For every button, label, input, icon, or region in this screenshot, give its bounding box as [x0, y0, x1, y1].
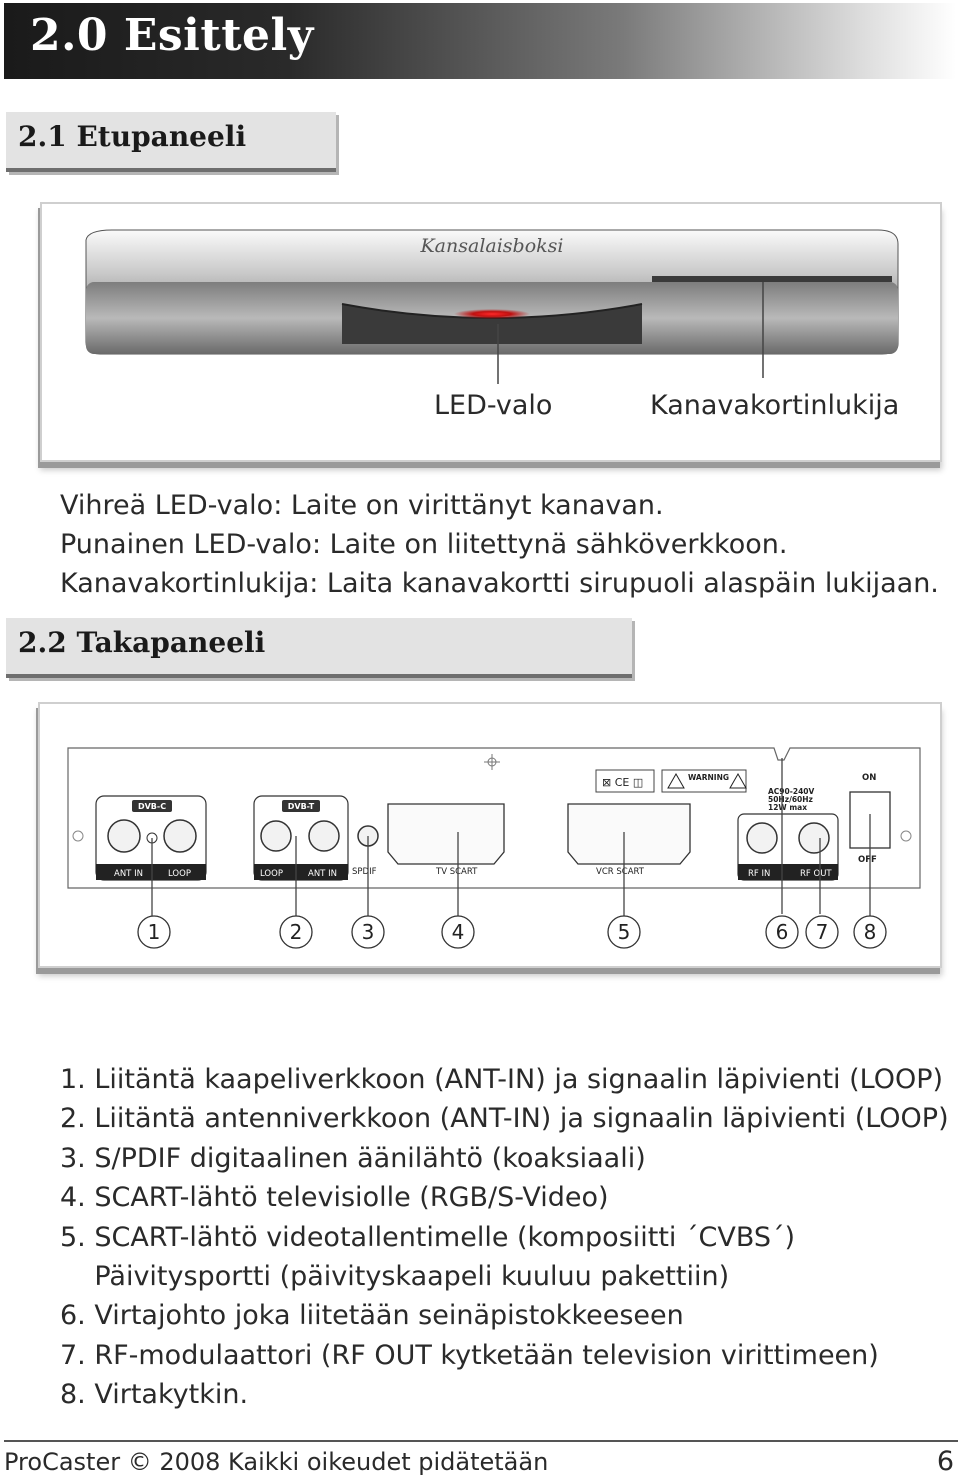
label-on: ON [862, 773, 877, 783]
footer-divider [4, 1440, 958, 1442]
marker-3: 3 [361, 920, 375, 944]
dvb-c-connector-group [96, 796, 206, 880]
svg-text:⊠ CE ◫: ⊠ CE ◫ [602, 776, 644, 789]
section-heading-front: 2.1 Etupaneeli [18, 120, 247, 153]
list-item: Päivitysportti (päivityskaapeli kuuluu pakettiin) [60, 1261, 730, 1293]
label-ant-in-2: ANT IN [308, 869, 337, 879]
callout-led: LED-valo [434, 390, 553, 421]
dvb-t-connector-group [254, 796, 348, 880]
front-panel-figure [40, 202, 942, 462]
list-item: 4. SCART-lähtö televisiolle (RGB/S-Video) [60, 1182, 609, 1214]
rear-panel-illustration [40, 704, 940, 966]
footer-copyright: ProCaster © 2008 Kaikki oikeudet pidätetään [4, 1448, 549, 1476]
list-item: 8. Virtakytkin. [60, 1379, 249, 1411]
callout-card-reader: Kanavakortinlukija [650, 390, 900, 421]
brand-label: Kansalaisboksi [420, 235, 564, 257]
marker-7: 7 [815, 920, 829, 944]
label-dvb-c: DVB-C [137, 802, 167, 811]
label-loop-2: LOOP [260, 869, 283, 879]
list-item: 7. RF-modulaattori (RF OUT kytketään television virittimeen) [60, 1339, 879, 1371]
label-tv-scart: TV SCART [436, 867, 478, 877]
card-reader-slot [652, 276, 892, 282]
label-dvb-t: DVB-T [287, 802, 315, 811]
front-description [60, 486, 960, 603]
list-item: 2. Liitäntä antenniverkkoon (ANT-IN) ja signaalin läpivienti (LOOP) [60, 1103, 949, 1135]
marker-1: 1 [147, 920, 161, 944]
label-warning: WARNING [688, 773, 730, 782]
label-power-rating-1: AC90-240V [768, 787, 815, 796]
label-spdif: SPDIF [352, 867, 377, 877]
section-header-front [6, 112, 336, 172]
label-off: OFF [858, 855, 877, 865]
marker-8: 8 [863, 920, 877, 944]
page-number: 6 [936, 1446, 954, 1477]
list-item: 5. SCART-lähtö videotallentimelle (komposiitti ´CVBS´) [60, 1221, 796, 1253]
rear-panel-figure [38, 702, 942, 968]
marker-6: 6 [775, 920, 789, 944]
section-heading-rear: 2.2 Takapaneeli [18, 626, 266, 659]
label-rf-out: RF OUT [800, 869, 832, 879]
rf-connector-group [738, 814, 838, 880]
list-item: 1. Liitäntä kaapeliverkkoon (ANT-IN) ja signaalin läpivienti (LOOP) [60, 1064, 944, 1095]
marker-5: 5 [617, 920, 631, 944]
description-line: Kanavakortinlukija: Laita kanavakortti sirupuoli alaspäin lukijaan. [60, 568, 939, 599]
tv-scart-connector [388, 804, 504, 864]
label-loop-1: LOOP [168, 869, 191, 879]
section-header-rear [6, 618, 632, 678]
label-power-rating-3: 12W max [768, 803, 808, 812]
label-power-rating-2: 50Hz/60Hz [768, 795, 813, 804]
marker-4: 4 [451, 920, 465, 944]
label-vcr-scart: VCR SCART [596, 867, 644, 877]
vcr-scart-connector [568, 804, 690, 864]
front-panel-illustration [42, 204, 940, 460]
label-rf-in: RF IN [748, 869, 771, 879]
page-title: 2.0 Esittely [30, 10, 314, 61]
description-line: Punainen LED-valo: Laite on liitettynä sähköverkkoon. [60, 529, 788, 560]
label-ant-in-1: ANT IN [114, 869, 143, 879]
led-light [454, 309, 530, 319]
marker-2: 2 [289, 920, 303, 944]
list-item: 6. Virtajohto joka liitetään seinäpistokkeeseen [60, 1300, 684, 1332]
list-item: 3. S/PDIF digitaalinen äänilähtö (koaksiaali) [60, 1142, 646, 1174]
description-line: Vihreä LED-valo: Laite on virittänyt kanavan. [60, 490, 664, 521]
rear-connector-list [60, 1060, 960, 1415]
